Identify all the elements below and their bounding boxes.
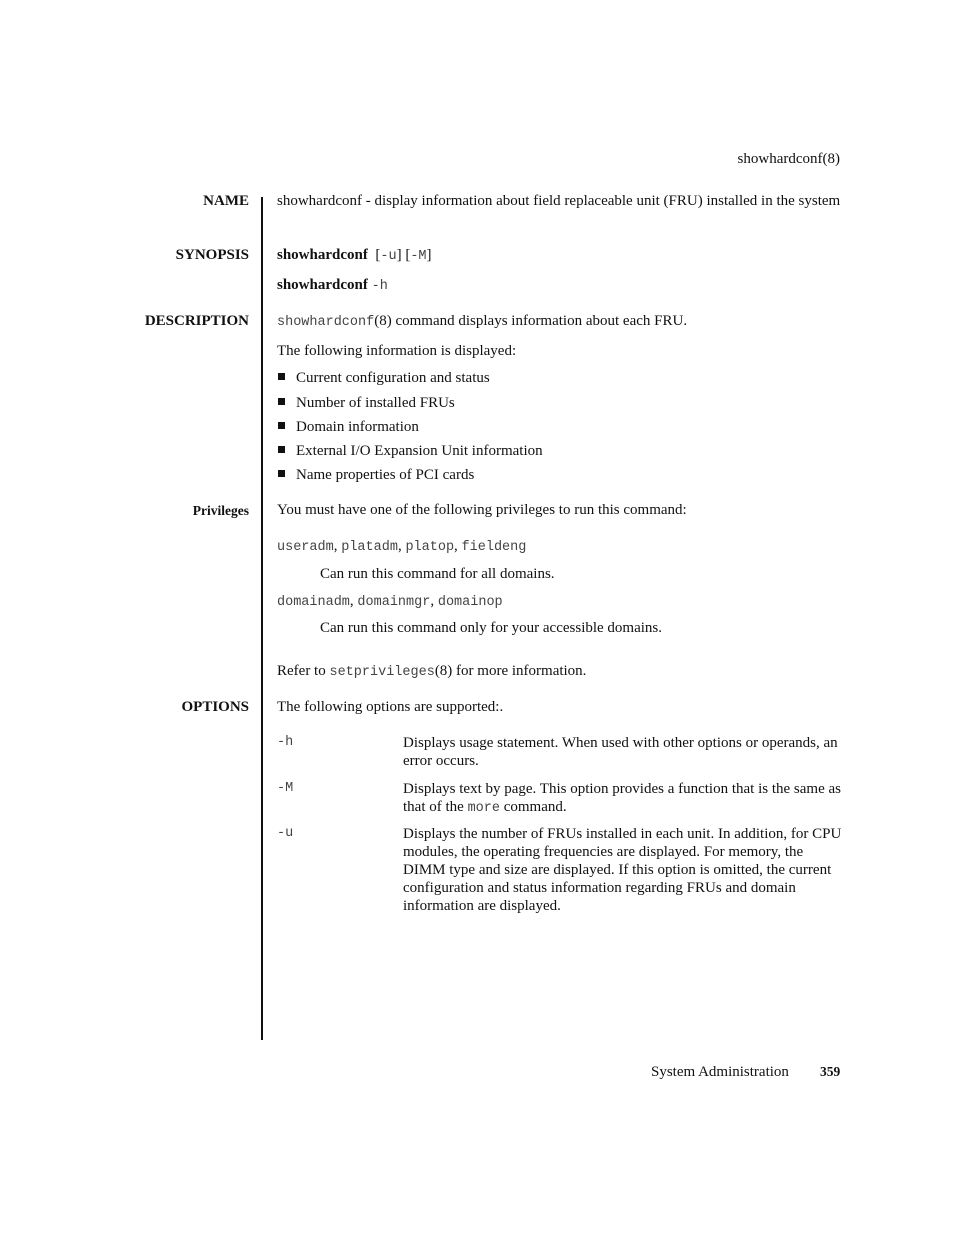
option-flag-h: -h: [277, 735, 294, 750]
bracket: [: [375, 247, 381, 263]
list-item: External I/O Expansion Unit information: [278, 442, 543, 460]
option-desc-h: Displays usage statement. When used with other options or operands, an error occurs.: [403, 735, 838, 769]
option-desc-u: Displays the number of FRUs installed in each unit. In addition, for CPU modules, the operating frequencies are displayed. For memory, the DIMM type and size are displayed. If this option is omitted, the current configuration and status information regarding FRUs and domain information are displayed.: [403, 826, 842, 914]
heading-description: DESCRIPTION: [144, 313, 249, 329]
privileges-group-1: useradm, platadm, platop, fieldeng: [277, 538, 527, 555]
option-m: -M: [410, 249, 427, 264]
page-number: 359: [820, 1064, 841, 1079]
synopsis-command: showhardconf: [277, 277, 368, 293]
setprivileges-command: setprivileges: [329, 665, 435, 680]
footer-section: System Administration: [651, 1064, 789, 1080]
bullet-square-icon: [278, 373, 285, 380]
option-flag-u: -u: [277, 826, 294, 841]
list-item: Name properties of PCI cards: [278, 466, 474, 484]
bracket: [: [405, 247, 411, 263]
options-intro: The following options are supported:.: [277, 699, 504, 715]
bullet-square-icon: [278, 470, 285, 477]
bullet-square-icon: [278, 398, 285, 405]
heading-synopsis: SYNOPSIS: [175, 247, 249, 263]
description-sentence: [277, 312, 842, 332]
description-intro: The following information is displayed:: [277, 343, 517, 359]
synopsis-line-2: [277, 276, 842, 296]
privileges-group-2: domainadm, domainmgr, domainop: [277, 593, 503, 610]
synopsis-line-1: [277, 246, 842, 266]
synopsis-command: showhardconf: [277, 247, 368, 263]
privileges-intro: You must have one of the following privileges to run this command:: [277, 502, 687, 518]
list-item: Number of installed FRUs: [278, 394, 455, 412]
heading-name: NAME: [203, 193, 249, 209]
list-item: Current configuration and status: [278, 369, 490, 387]
bracket: ]: [426, 247, 432, 263]
privileges-refer: Refer to setprivileges(8) for more information.: [277, 663, 587, 680]
vertical-rule: [261, 197, 263, 1040]
name-text: showhardconf - display information about field replaceable unit (FRU) installed in the system: [277, 193, 841, 209]
description-rest: (8) command displays information about each FRU.: [374, 313, 688, 329]
list-item: Domain information: [278, 418, 419, 436]
heading-options: OPTIONS: [181, 699, 249, 715]
bullet-square-icon: [278, 422, 285, 429]
running-header: showhardconf(8): [737, 151, 840, 167]
more-command: more: [467, 801, 500, 816]
bracket: ]: [396, 247, 402, 263]
option-desc-m: Displays text by page. This option provides a function that is the same as that of the more command.: [403, 781, 841, 816]
option-h: -h: [371, 279, 388, 294]
heading-privileges: Privileges: [192, 503, 249, 518]
option-u: -u: [380, 249, 397, 264]
privileges-group-2-desc: Can run this command only for your accessible domains.: [320, 620, 663, 636]
privileges-group-1-desc: Can run this command for all domains.: [320, 566, 555, 582]
bullet-square-icon: [278, 446, 285, 453]
option-flag-m: -M: [277, 781, 294, 796]
command-name: showhardconf: [277, 315, 375, 330]
